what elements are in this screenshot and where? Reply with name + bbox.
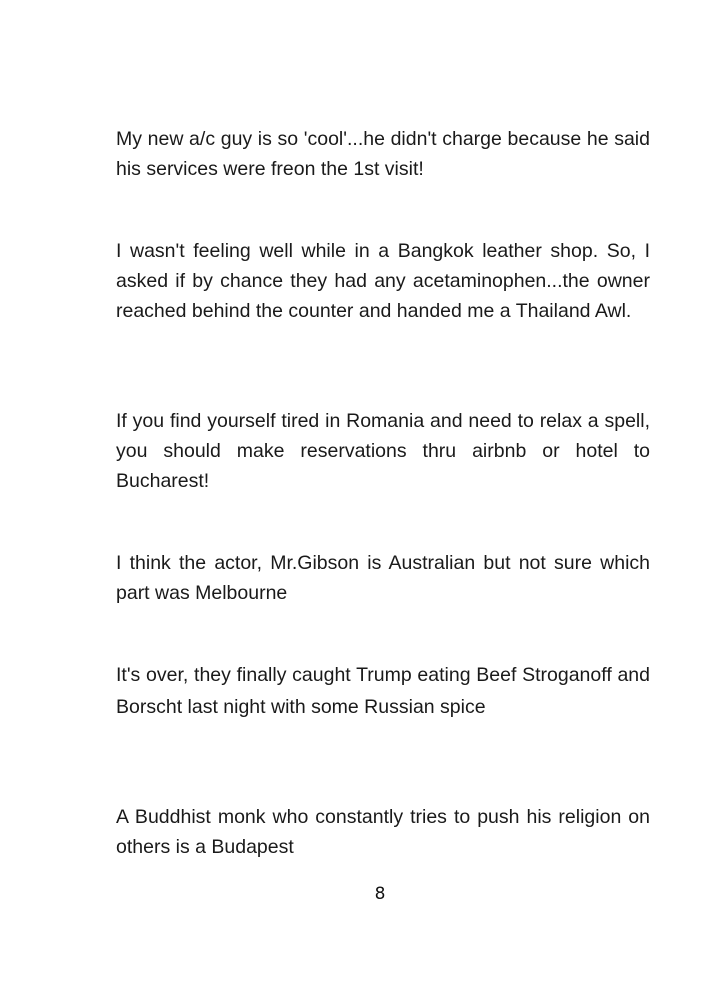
joke-paragraph: I think the actor, Mr.Gibson is Australian but not sure which part was Melbourne — [116, 552, 650, 604]
joke-paragraph: If you find yourself tired in Romania and need to relax a spell, you should make reservations thru airbnb or hotel to Bucharest! — [116, 410, 650, 492]
joke-paragraph: It's over, they finally caught Trump eating Beef Stroganoff and Borscht last night with some Russian spice — [116, 664, 650, 718]
joke-paragraph: I wasn't feeling well while in a Bangkok leather shop. So, I asked if by chance they had any acetaminophen...the owner reached behind the counter and handed me a Thailand Awl. — [116, 240, 650, 322]
page-number: 8 — [374, 884, 386, 904]
joke-paragraph: A Buddhist monk who constantly tries to push his religion on others is a Budapest — [116, 806, 650, 858]
joke-paragraph: My new a/c guy is so 'cool'...he didn't charge because he said his services were freon the 1st visit! — [116, 128, 650, 180]
